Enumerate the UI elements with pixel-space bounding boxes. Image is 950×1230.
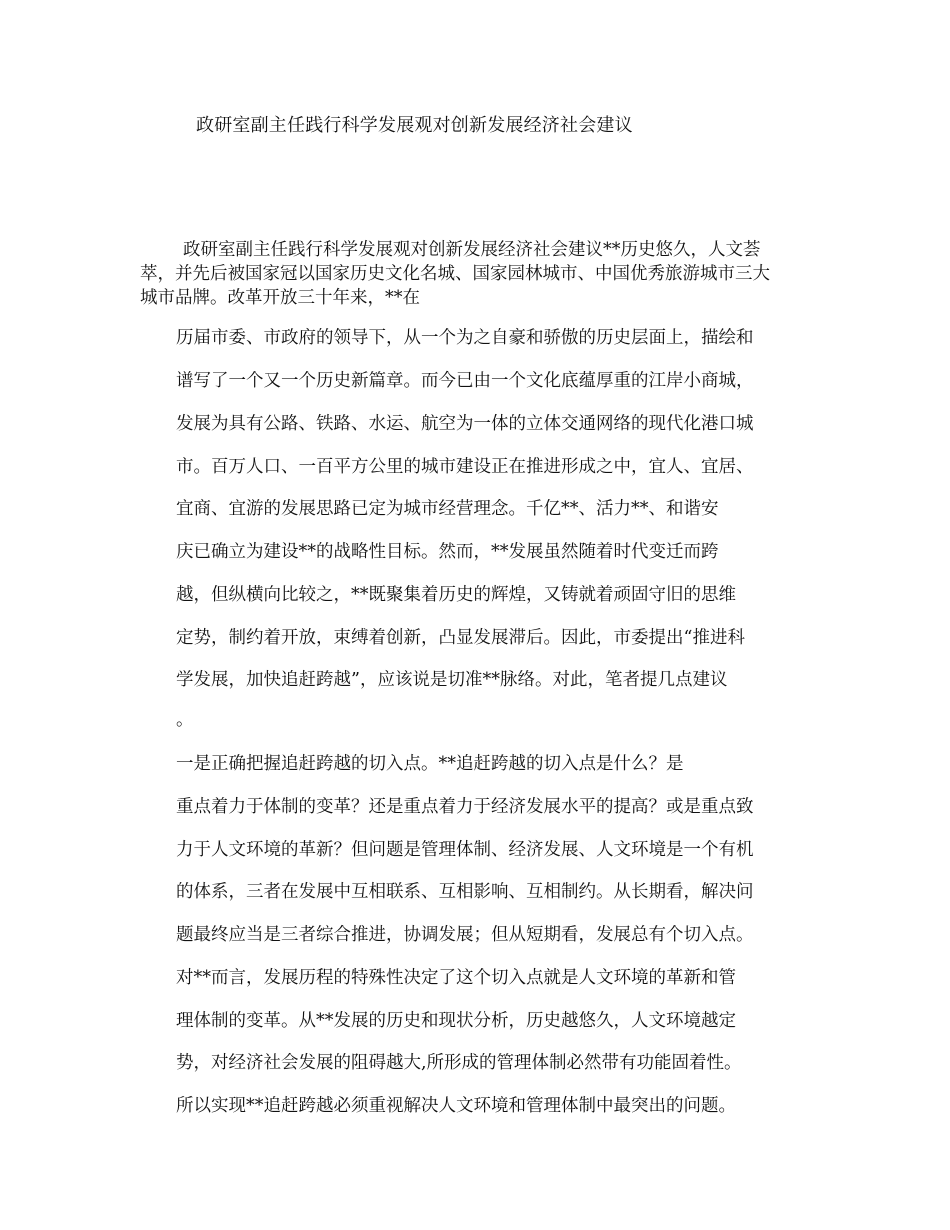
body-line: 庆已确立为建设**的战略性目标。然而，**发展虽然随着时代变迁而跨 — [176, 542, 719, 562]
body-line: 所以实现**追赶跨越必须重视解决人文环境和管理体制中最突出的问题。 — [176, 1096, 736, 1116]
body-line: 谱写了一个又一个历史新篇章。而今已由一个文化底蕴厚重的江岸小商城， — [176, 371, 754, 391]
body-line: 重点着力于体制的变革？还是重点着力于经济发展水平的提高？或是重点致 — [176, 797, 754, 817]
body-line: 定势，制约着开放，束缚着创新，凸显发展滞后。因此，市委提出“推进科 — [176, 628, 745, 648]
intro-line: 政研室副主任践行科学发展观对创新发展经济社会建议**历史悠久，人文荟 — [183, 240, 761, 260]
intro-line: 城市品牌。改革开放三十年来，**在 — [140, 288, 420, 308]
body-line: 市。百万人口、一百平方公里的城市建设正在推进形成之中，宜人、宜居、 — [176, 457, 754, 477]
body-line: 题最终应当是三者综合推进，协调发展；但从短期看，发展总有个切入点。 — [176, 925, 754, 945]
body-line: 发展为具有公路、铁路、水运、航空为一体的立体交通网络的现代化港口城 — [176, 414, 754, 434]
intro-line: 萃，并先后被国家冠以国家历史文化名城、国家园林城市、中国优秀旅游城市三大 — [140, 264, 770, 284]
body-line: 宜商、宜游的发展思路已定为城市经营理念。千亿**、活力**、和谐安 — [176, 499, 719, 519]
body-line: 势，对经济社会发展的阻碍越大,所形成的管理体制必然带有功能固着性。 — [176, 1053, 742, 1073]
body-line: 力于人文环境的革新？但问题是管理体制、经济发展、人文环境是一个有机 — [176, 840, 754, 860]
body-line: 理体制的变革。从**发展的历史和现状分析，历史越悠久，人文环境越定 — [176, 1011, 736, 1031]
document-title: 政研室副主任践行科学发展观对创新发展经济社会建议 — [196, 115, 633, 136]
body-line: 的体系，三者在发展中互相联系、互相影响、互相制约。从长期看，解决问 — [176, 882, 754, 902]
intro-paragraph — [140, 238, 820, 310]
body-line: 一是正确把握追赶跨越的切入点。**追赶跨越的切入点是什么？是 — [176, 754, 684, 774]
body-line: 学发展，加快追赶跨越”，应该说是切准**脉络。对此，笔者提几点建议 — [176, 670, 728, 690]
body-line: 。 — [176, 710, 194, 730]
body-line: 历届市委、市政府的领导下，从一个为之自豪和骄傲的历史层面上，描绘和 — [176, 328, 754, 348]
body-line: 越，但纵横向比较之，**既聚集着历史的辉煌，又铸就着顽固守旧的思维 — [176, 585, 736, 605]
body-line: 对**而言，发展历程的特殊性决定了这个切入点就是人文环境的革新和管 — [176, 968, 736, 988]
